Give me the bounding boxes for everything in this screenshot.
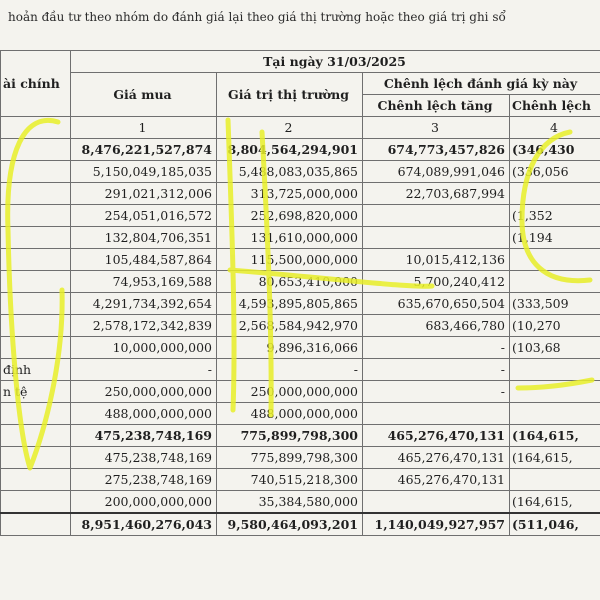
row-label	[1, 271, 71, 293]
decrease-cell: (1,194	[510, 227, 600, 249]
row-label	[1, 491, 71, 514]
market-value-cell: 775,899,798,300	[217, 425, 363, 447]
decrease-cell: (103,68	[510, 337, 600, 359]
table-row	[1, 161, 600, 183]
purchase-price-cell: 5,150,049,185,035	[71, 161, 217, 183]
row-label	[1, 205, 71, 227]
market-value-header: Giá trị thị trường	[217, 73, 363, 117]
increase-cell: 465,276,470,131	[363, 447, 510, 469]
purchase-price-cell: 8,476,221,527,874	[71, 139, 217, 161]
purchase-price-cell: 200,000,000,000	[71, 491, 217, 514]
increase-cell	[363, 491, 510, 514]
increase-cell: 674,773,457,826	[363, 139, 510, 161]
increase-cell: 635,670,650,504	[363, 293, 510, 315]
column-number-1: 1	[71, 117, 217, 139]
table-row	[1, 139, 600, 161]
table-row	[1, 403, 600, 425]
purchase-price-cell: 291,021,312,006	[71, 183, 217, 205]
decrease-cell	[510, 249, 600, 271]
number-row-blank	[1, 117, 71, 139]
increase-header: Chênh lệch tăng	[363, 95, 510, 117]
purchase-price-cell: 105,484,587,864	[71, 249, 217, 271]
decrease-cell	[510, 271, 600, 293]
increase-cell: -	[363, 337, 510, 359]
increase-cell: -	[363, 359, 510, 381]
row-label	[1, 403, 71, 425]
table-row	[1, 381, 600, 403]
table-row	[1, 337, 600, 359]
purchase-price-cell: 2,578,172,342,839	[71, 315, 217, 337]
row-label	[1, 183, 71, 205]
decrease-cell	[510, 183, 600, 205]
row-label	[1, 337, 71, 359]
increase-cell: 674,089,991,046	[363, 161, 510, 183]
category-header: ài chính	[1, 51, 71, 117]
decrease-cell	[510, 403, 600, 425]
purchase-price-cell: 132,804,706,351	[71, 227, 217, 249]
purchase-price-cell: 475,238,748,169	[71, 447, 217, 469]
increase-cell: 465,276,470,131	[363, 469, 510, 491]
row-label	[1, 315, 71, 337]
decrease-header: Chênh lệch	[510, 95, 600, 117]
column-number-2: 2	[217, 117, 363, 139]
revaluation-diff-header: Chênh lệch đánh giá kỳ này	[363, 73, 600, 95]
increase-cell: 10,015,412,136	[363, 249, 510, 271]
table-row	[1, 491, 600, 514]
market-value-cell: 313,725,000,000	[217, 183, 363, 205]
column-number-3: 3	[363, 117, 510, 139]
decrease-cell	[510, 359, 600, 381]
table-row	[1, 425, 600, 447]
table-row	[1, 249, 600, 271]
table-caption: hoản đầu tư theo nhóm do đánh giá lại theo giá thị trường hoặc theo giá trị ghi sổ	[8, 10, 506, 24]
decrease-cell: (1,352	[510, 205, 600, 227]
market-value-cell: 131,610,000,000	[217, 227, 363, 249]
table-row	[1, 469, 600, 491]
market-value-cell: 488,000,000,000	[217, 403, 363, 425]
table-row	[1, 315, 600, 337]
purchase-price-cell: 254,051,016,572	[71, 205, 217, 227]
purchase-price-header: Giá mua	[71, 73, 217, 117]
decrease-cell: (164,615,	[510, 425, 600, 447]
investment-revaluation-table	[0, 50, 600, 536]
table-row	[1, 227, 600, 249]
decrease-cell	[510, 469, 600, 491]
row-label	[1, 469, 71, 491]
purchase-price-cell: 475,238,748,169	[71, 425, 217, 447]
market-value-cell: 80,653,410,000	[217, 271, 363, 293]
purchase-price-cell: 10,000,000,000	[71, 337, 217, 359]
increase-cell: 22,703,687,994	[363, 183, 510, 205]
market-value-cell: 4,593,895,805,865	[217, 293, 363, 315]
purchase-price-cell: 8,951,460,276,043	[71, 513, 217, 536]
market-value-cell: 35,384,580,000	[217, 491, 363, 514]
table-row	[1, 271, 600, 293]
purchase-price-cell: 250,000,000,000	[71, 381, 217, 403]
increase-cell: 683,466,780	[363, 315, 510, 337]
table-row	[1, 293, 600, 315]
row-label	[1, 249, 71, 271]
market-value-cell: 9,896,316,066	[217, 337, 363, 359]
increase-cell	[363, 403, 510, 425]
row-label: định	[1, 359, 71, 381]
market-value-cell: 8,804,564,294,901	[217, 139, 363, 161]
decrease-cell: (164,615,	[510, 491, 600, 514]
increase-cell: 465,276,470,131	[363, 425, 510, 447]
date-header: Tại ngày 31/03/2025	[71, 51, 600, 73]
table-row	[1, 183, 600, 205]
decrease-cell: (511,046,	[510, 513, 600, 536]
increase-cell	[363, 205, 510, 227]
increase-cell: -	[363, 381, 510, 403]
row-label	[1, 513, 71, 536]
row-label	[1, 447, 71, 469]
increase-cell	[363, 227, 510, 249]
table-row	[1, 359, 600, 381]
purchase-price-cell: -	[71, 359, 217, 381]
market-value-cell: 740,515,218,300	[217, 469, 363, 491]
decrease-cell	[510, 381, 600, 403]
increase-cell: 5,700,240,412	[363, 271, 510, 293]
purchase-price-cell: 4,291,734,392,654	[71, 293, 217, 315]
purchase-price-cell: 74,953,169,588	[71, 271, 217, 293]
row-label	[1, 139, 71, 161]
market-value-cell: 5,488,083,035,865	[217, 161, 363, 183]
purchase-price-cell: 275,238,748,169	[71, 469, 217, 491]
row-label: n tệ	[1, 381, 71, 403]
row-label	[1, 227, 71, 249]
decrease-cell: (164,615,	[510, 447, 600, 469]
table-row	[1, 447, 600, 469]
row-label	[1, 293, 71, 315]
row-label	[1, 425, 71, 447]
row-label	[1, 161, 71, 183]
increase-cell: 1,140,049,927,957	[363, 513, 510, 536]
market-value-cell: 252,698,820,000	[217, 205, 363, 227]
decrease-cell: (10,270	[510, 315, 600, 337]
decrease-cell: (336,056	[510, 161, 600, 183]
table-row	[1, 513, 600, 536]
market-value-cell: 250,000,000,000	[217, 381, 363, 403]
column-number-4: 4	[510, 117, 600, 139]
table-row	[1, 205, 600, 227]
decrease-cell: (346,430	[510, 139, 600, 161]
market-value-cell: 775,899,798,300	[217, 447, 363, 469]
market-value-cell: 9,580,464,093,201	[217, 513, 363, 536]
decrease-cell: (333,509	[510, 293, 600, 315]
market-value-cell: 115,500,000,000	[217, 249, 363, 271]
market-value-cell: -	[217, 359, 363, 381]
market-value-cell: 2,568,584,942,970	[217, 315, 363, 337]
purchase-price-cell: 488,000,000,000	[71, 403, 217, 425]
